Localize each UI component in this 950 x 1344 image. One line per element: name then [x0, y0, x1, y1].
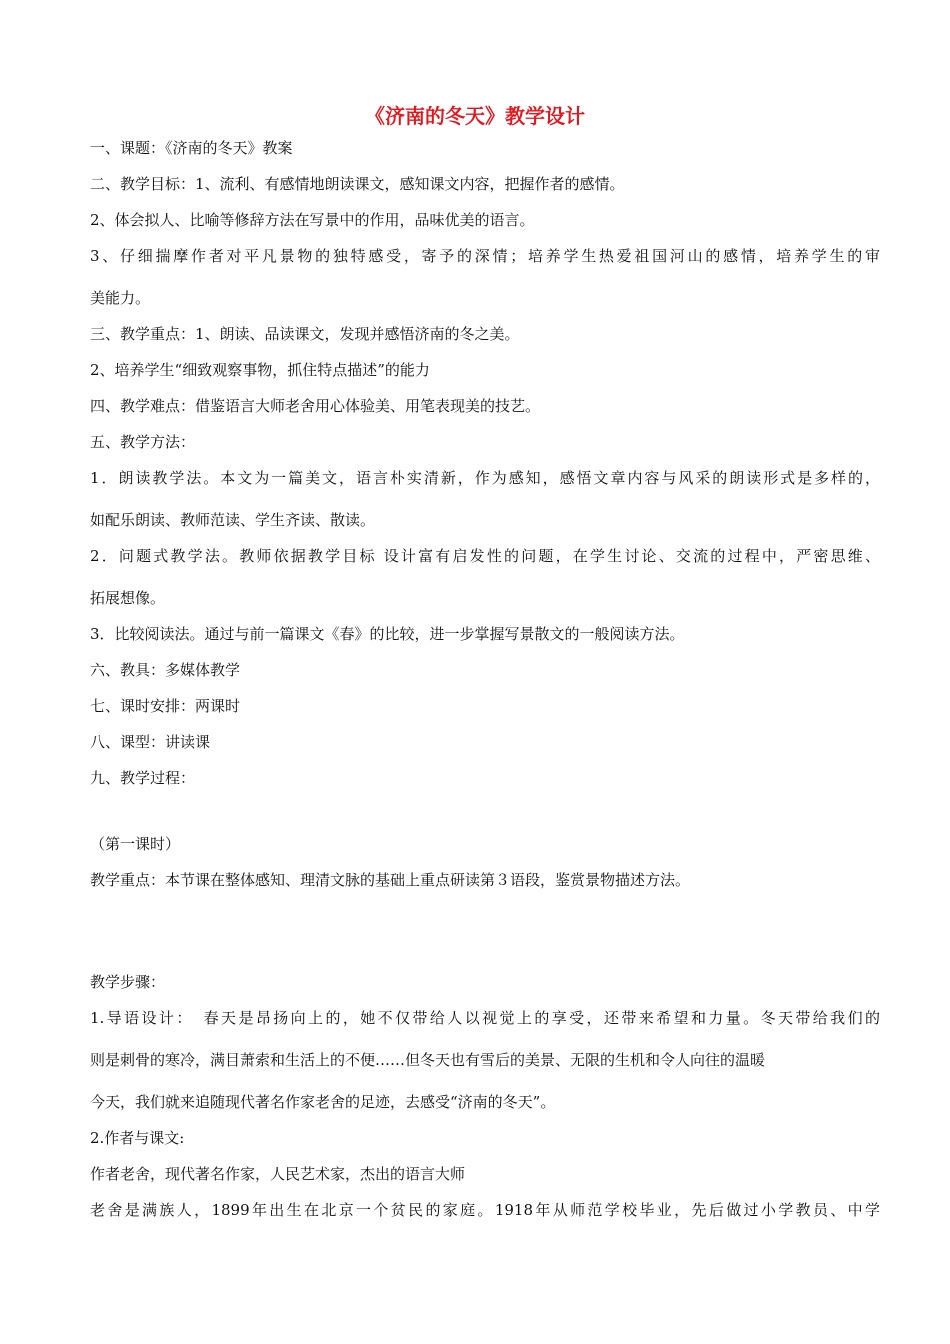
text-line-key-point-2: 2、培养学生“细致观察事物，抓住特点描述”的能力: [90, 361, 430, 379]
text-line-first-lesson: （第一课时）: [90, 835, 181, 853]
text-line-intro: 1.导语设计： 春天是昂扬向上的，她不仅带给人以视觉上的享受，还带来希望和力量。冬天带给我们的: [90, 1009, 880, 1027]
text-line-intro-cont-1: 则是刺骨的寒冷，满目萧索和生活上的不便……但冬天也有雪后的美景、无限的生机和令人向往的温暖: [90, 1051, 766, 1069]
text-line-author-bio: 老舍是满族人，1899年出生在北京一个贫民的家庭。1918年从师范学校毕业，先后做过小学教员、中学: [90, 1201, 880, 1219]
text-line-difficulty: 四、教学难点：借鉴语言大师老舍用心体验美、用笔表现美的技艺。: [90, 397, 541, 415]
text-line-topic: 一、课题：《济南的冬天》教案: [90, 139, 293, 157]
text-line-steps: 教学步骤：: [90, 973, 166, 991]
text-line-method-3: 3．比较阅读法。通过与前一篇课文《春》的比较，进一步掌握写景散文的一般阅读方法。: [90, 625, 685, 643]
text-line-process: 九、教学过程：: [90, 769, 196, 787]
text-line-method-2-cont: 拓展想像。: [90, 589, 166, 607]
text-line-lesson-type: 八、课型：讲读课: [90, 733, 211, 751]
text-line-schedule: 七、课时安排：两课时: [90, 697, 241, 715]
text-line-goal-2: 2、体会拟人、比喻等修辞方法在写景中的作用，品味优美的语言。: [90, 211, 535, 229]
text-line-intro-cont-2: 今天，我们就来追随现代著名作家老舍的足迹，去感受“济南的冬天”。: [90, 1093, 556, 1111]
text-line-goal-3-cont: 美能力。: [90, 289, 151, 307]
text-line-method-2: 2．问题式教学法。教师依据教学目标 设计富有启发性的问题，在学生讨论、交流的过程中，严密思维、: [90, 547, 880, 565]
document-title: 《济南的冬天》教学设计: [365, 104, 585, 128]
text-line-lesson-focus: 教学重点：本节课在整体感知、理清文脉的基础上重点研读第３语段，鉴赏景物描述方法。: [90, 871, 691, 889]
text-line-method-1-cont: 如配乐朗读、教师范读、学生齐读、散读。: [90, 511, 376, 529]
text-line-tools: 六、教具：多媒体教学: [90, 661, 241, 679]
text-line-method-1: 1．朗读教学法。本文为一篇美文，语言朴实清新，作为感知，感悟文章内容与风采的朗读形式是多样的，: [90, 469, 880, 487]
text-line-author-heading: 2.作者与课文:: [90, 1129, 185, 1147]
text-line-goal-3: 3、仔细揣摩作者对平凡景物的独特感受，寄予的深情；培养学生热爱祖国河山的感情，培养学生的审: [90, 247, 880, 265]
text-line-goals: 二、教学目标：1、流利、有感情地朗读课文，感知课文内容，把握作者的感情。: [90, 175, 625, 193]
text-line-author: 作者老舍，现代著名作家，人民艺术家，杰出的语言大师: [90, 1165, 466, 1183]
text-line-methods: 五、教学方法：: [90, 433, 196, 451]
text-line-key-points: 三、教学重点：1、朗读、品读课文，发现并感悟济南的冬之美。: [90, 325, 520, 343]
